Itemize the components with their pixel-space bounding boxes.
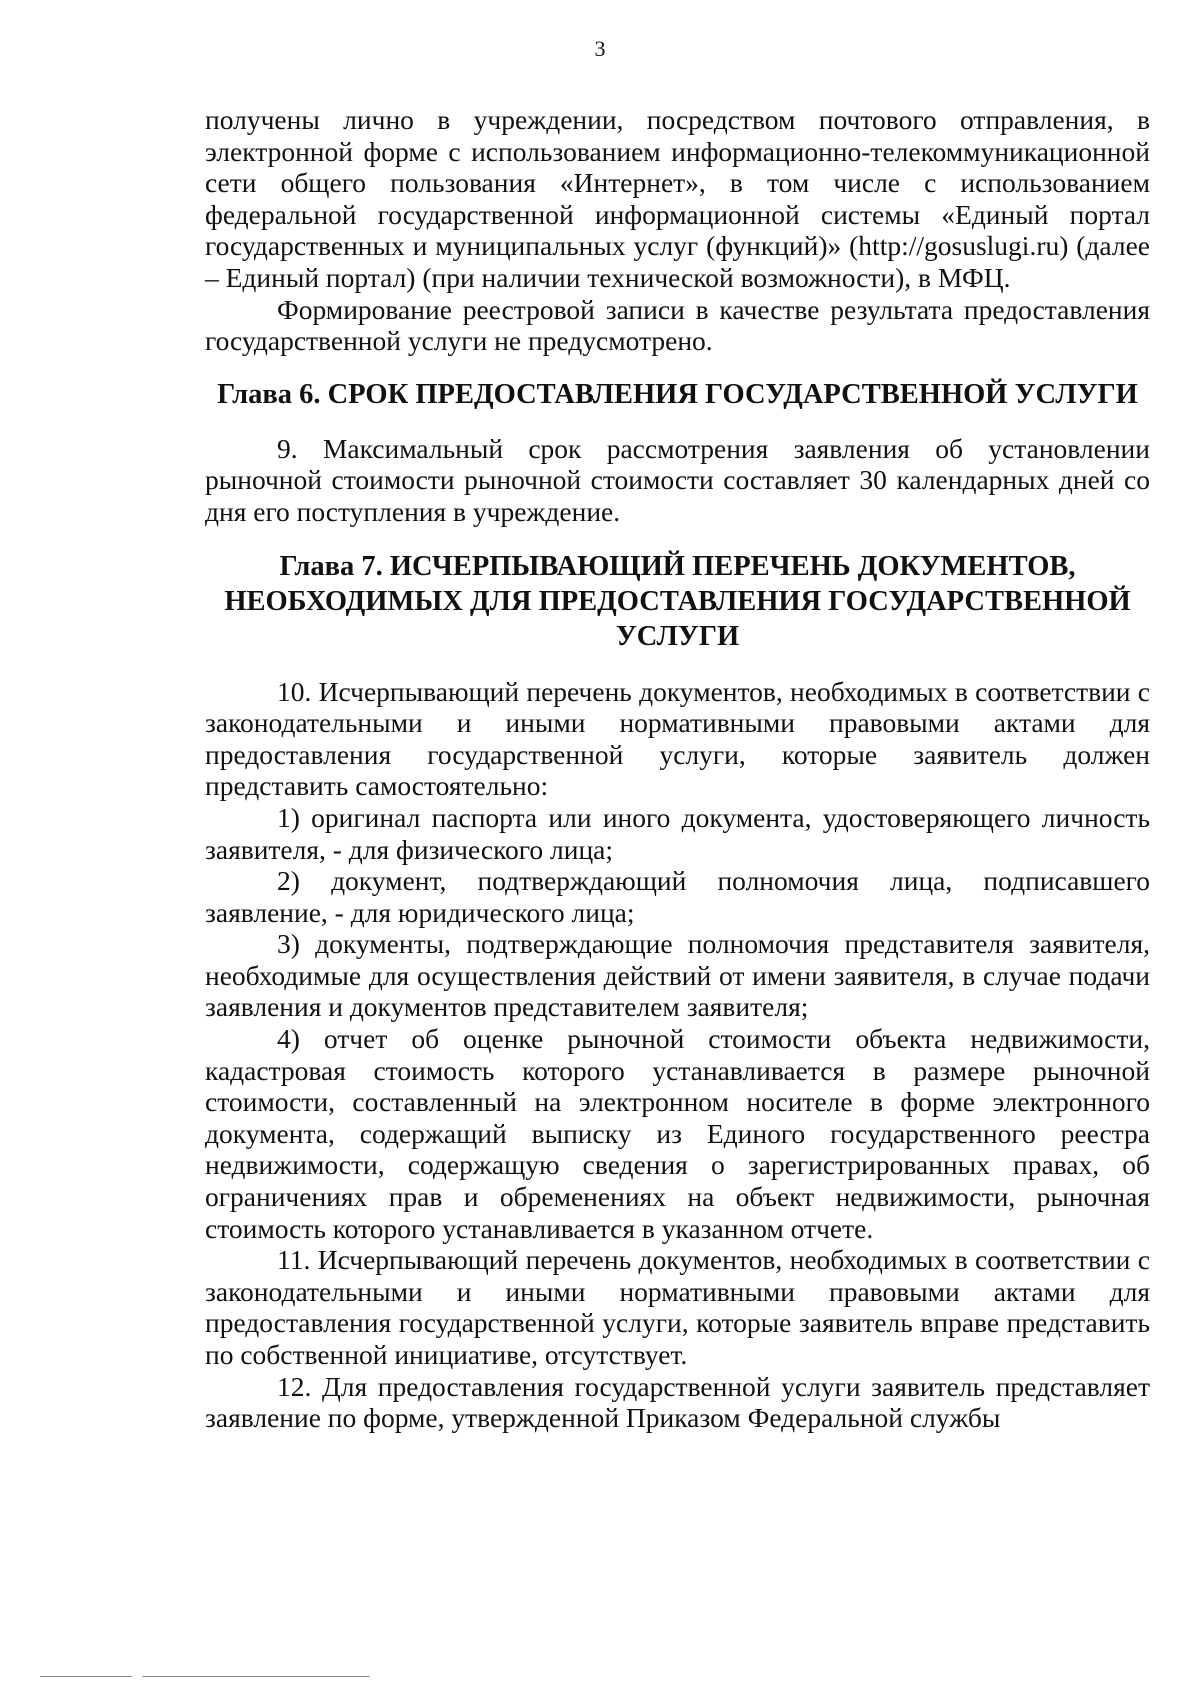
chapter-7-heading-line-1: Глава 7. ИСЧЕРПЫВАЮЩИЙ ПЕРЕЧЕНЬ ДОКУМЕНТОВ,: [279, 550, 1076, 582]
paragraph: 4) отчет об оценке рыночной стоимости объекта недвижимости, кадастровая стоимость которого устанавливается в размере рыночной стоимости, составленный на электронном носителе в форме электронного документа, содержащий выписку из Единого государственного реестра недвижимости, содержащую сведения о зарегистрированных правах, об ограничениях прав и обременениях на объект недвижимости, рыночная стоимость которого устанавливается в указанном отчете.: [205, 1023, 1150, 1244]
chapter-7-heading-line-2: НЕОБХОДИМЫХ ДЛЯ ПРЕДОСТАВЛЕНИЯ ГОСУДАРСТВЕННОЙ: [224, 585, 1131, 617]
paragraph: 1) оригинал паспорта или иного документа, удостоверяющего личность заявителя, - для физического лица;: [205, 801, 1150, 865]
chapter-7-heading: [205, 549, 1150, 654]
chapter-7-heading-line-3: УСЛУГИ: [615, 620, 740, 652]
footer-rule-right: [142, 1676, 370, 1677]
paragraph: Формирование реестровой записи в качестве результата предоставления государственной услуги не предусмотрено.: [205, 293, 1150, 357]
paragraph: 10. Исчерпывающий перечень документов, необходимых в соответствии с законодательными и иными нормативными правовыми актами для предоставления государственной услуги, которые заявитель должен представить самостоятельно:: [205, 675, 1150, 802]
paragraph: 11. Исчерпывающий перечень документов, необходимых в соответствии с законодательными и иными нормативными правовыми актами для предоставления государственной услуги, которые заявитель вправе представить по собственной инициативе, отсутствует.: [205, 1244, 1150, 1370]
paragraphs-chapter-6: [205, 433, 1150, 528]
document-body: [205, 104, 1150, 1434]
paragraph: 12. Для предоставления государственной услуги заявитель представляет заявление по форме, утвержденной Приказом Федеральной службы: [205, 1370, 1150, 1434]
paragraph: 9. Максимальный срок рассмотрения заявления об установлении рыночной стоимости рыночной стоимости составляет 30 календарных дней со дня его поступления в учреждение.: [205, 432, 1150, 527]
paragraph: получены лично в учреждении, посредством почтового отправления, в электронной форме с использованием информационно-телекоммуникационной сети общего пользования «Интернет», в том числе с использованием федеральной государственной информационной системы «Единый портал государственных и муниципальных услуг (функций)» (http://gosuslugi.ru) (далее – Единый портал) (при наличии технической возможности), в МФЦ.: [205, 104, 1150, 293]
page-number: 3: [594, 36, 606, 61]
paragraph: 3) документы, подтверждающие полномочия представителя заявителя, необходимые для осуществления действий от имени заявителя, в случае подачи заявления и документов представителем заявителя;: [205, 928, 1150, 1023]
chapter-6-heading: Глава 6. СРОК ПРЕДОСТАВЛЕНИЯ ГОСУДАРСТВЕННОЙ УСЛУГИ: [217, 378, 1138, 410]
paragraphs-top: [205, 104, 1150, 357]
paragraphs-chapter-7: [205, 676, 1150, 1434]
footer-rule-left: [40, 1676, 132, 1677]
paragraph: 2) документ, подтверждающий полномочия лица, подписавшего заявление, - для юридического лица;: [205, 865, 1150, 928]
